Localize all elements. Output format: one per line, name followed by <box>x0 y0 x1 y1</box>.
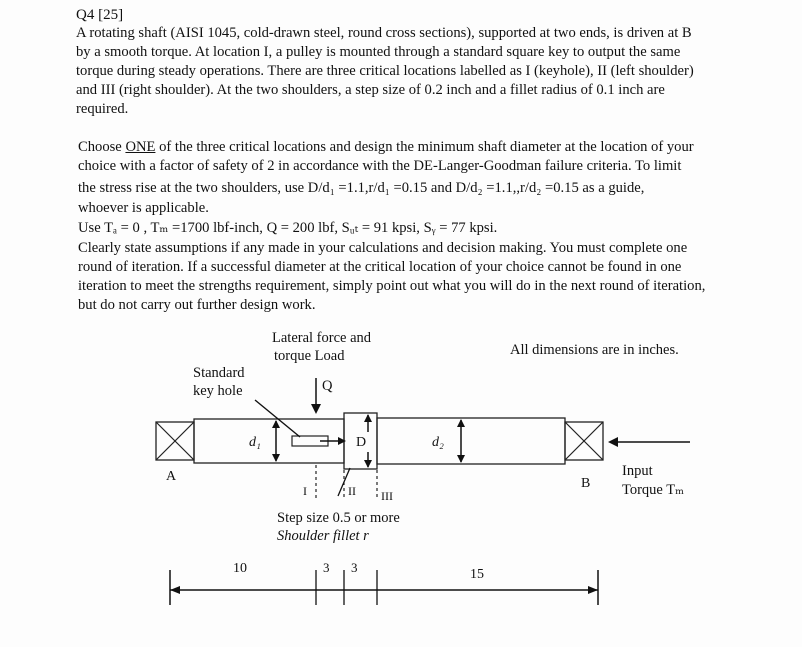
d1-label: d₁ <box>249 435 261 450</box>
para2-line7: round of iteration. If a successful diameter at the critical location of your choice cannot be found in one <box>78 259 682 275</box>
dimension-3a: 3 <box>323 560 330 575</box>
para2-line9: but do not carry out further design work. <box>78 297 316 313</box>
para1-line1: A rotating shaft (AISI 1045, cold-drawn steel, round cross sections), supported at two ends, is driven at B <box>76 25 692 41</box>
para2-line6: Clearly state assumptions if any made in your calculations and decision making. You must complete one <box>78 240 688 256</box>
d-arrow-bottom <box>364 460 372 468</box>
para2-line5: Use Tₐ = 0 , Tₘ =1700 lbf-inch, Q = 200 lbf, Sᵤₜ = 91 kpsi, Sᵧ = 77 kpsi. <box>78 220 498 236</box>
all-dimensions-note: All dimensions are in inches. <box>510 342 679 358</box>
torque-load-label: torque Load <box>274 348 345 364</box>
lateral-force-label: Lateral force and <box>272 330 372 346</box>
para1-line3: torque during steady operations. There are three critical locations labelled as I (keyhole), II (left shoulder) <box>76 63 694 79</box>
question-number: Q4 [25] <box>76 7 124 23</box>
load-q-label: Q <box>322 378 333 394</box>
para2-line2: choice with a factor of safety of 2 in accordance with the DE-Langer-Goodman failure criteria. To limit <box>78 158 682 174</box>
shaft-right-section <box>377 418 565 464</box>
input-label: Input <box>622 463 653 479</box>
support-b-label: B <box>581 476 591 491</box>
load-q-arrow-head <box>311 404 321 414</box>
dimension-15: 15 <box>470 567 484 582</box>
d-leader-arrow <box>338 437 346 445</box>
d-label: D <box>356 435 367 450</box>
input-torque-arrow-head <box>608 437 618 447</box>
shoulder-fillet-note: Shoulder fillet r <box>277 528 369 544</box>
para2-line1-post: of the three critical locations and design the minimum shaft diameter at the location of your <box>155 139 694 155</box>
d1-arrow-top <box>272 420 280 428</box>
d2-label: d₂ <box>432 435 444 450</box>
d2-arrow-bottom <box>457 455 465 463</box>
dimension-10: 10 <box>233 561 247 576</box>
dimension-3b: 3 <box>351 560 358 575</box>
dim-arrow-left <box>170 586 180 594</box>
para2-line3: the stress rise at the two shoulders, use D/d₁ =1.1,r/d₁ =0.15 and D/d₂ =1.1,,r/d₂ =0.15 as a guide, <box>78 180 645 196</box>
key-hole-label: key hole <box>193 383 243 399</box>
location-iii-label: III <box>381 489 393 503</box>
d-arrow-top <box>364 414 372 422</box>
standard-label: Standard <box>193 365 245 381</box>
support-a-label: A <box>166 469 177 484</box>
d2-arrow-top <box>457 419 465 427</box>
para2-line1-pre: Choose <box>78 139 126 155</box>
para2-line4: whoever is applicable. <box>78 200 209 216</box>
location-ii-label: II <box>348 484 356 498</box>
torque-tm-label: Torque Tₘ <box>622 482 684 498</box>
dim-arrow-right <box>588 586 598 594</box>
para1-line5: required. <box>76 101 129 117</box>
para1-line4: and III (right shoulder). At the two shoulders, a step size of 0.2 inch and a fillet radius of 0.1 inch are <box>76 82 665 98</box>
step-size-note: Step size 0.5 or more <box>277 510 400 526</box>
para2-line8: iteration to meet the strengths requirement, simply point out what you will do in the next round of iteration, <box>78 278 706 294</box>
para1-line2: by a smooth torque. At location I, a pulley is mounted through a standard square key to output the same <box>76 44 681 60</box>
location-i-label: I <box>303 484 307 498</box>
para2-one-underlined: ONE <box>125 139 156 155</box>
d1-arrow-bottom <box>272 454 280 462</box>
